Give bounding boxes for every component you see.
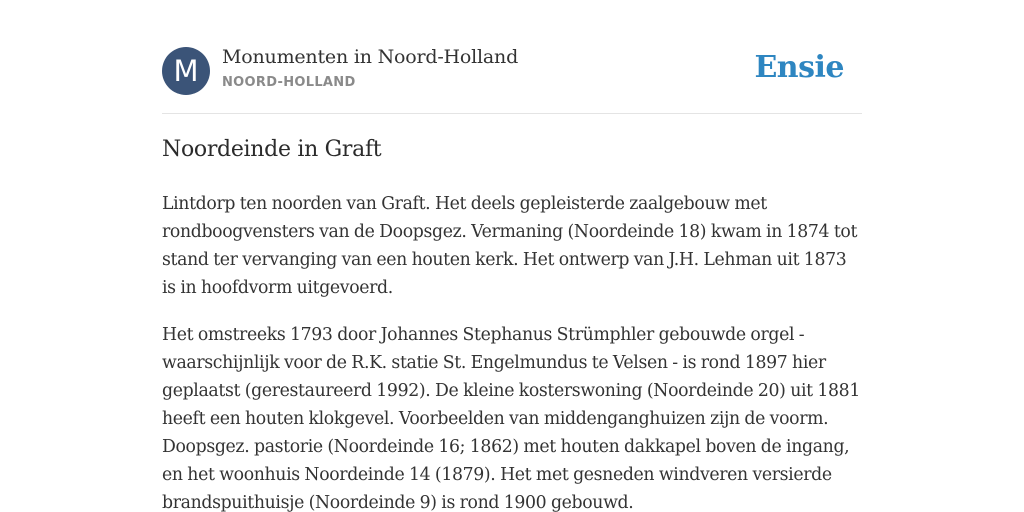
article-body <box>162 190 864 512</box>
header <box>162 46 862 96</box>
header-divider <box>162 113 862 114</box>
brand-logo[interactable]: Ensie <box>754 50 844 85</box>
article-title: Noordeinde in Graft <box>162 137 382 162</box>
site-title[interactable]: Monumenten in Noord-Holland <box>222 46 519 68</box>
article-paragraph: Het omstreeks 1793 door Johannes Stephanus Strümphler gebouwde orgel - waarschijnlijk voor de R.K. statie St. Engelmundus te Velsen - is rond 1897 hier geplaatst (gerestaureerd 1992). De kleine kosterswoning (Noordeinde 20) uit 1881 heeft een houten klokgevel. Voorbeelden van middenganghuizen zijn de voorm. Doopsgez. pastorie (Noordeinde 16; 1862) met houten dakkapel boven de ingang, en het woonhuis Noordeinde 14 (1879). Het met gesneden windveren versierde brandspuithuisje (Noordeinde 9) is rond 1900 gebouwd. <box>162 325 860 512</box>
avatar[interactable]: M <box>162 47 210 95</box>
article-paragraph: Lintdorp ten noorden van Graft. Het deels gepleisterde zaalgebouw met rondboogvensters van de Doopsgez. Vermaning (Noordeinde 18) kwam in 1874 tot stand ter vervanging van een houten kerk. Het ontwerp van J.H. Lehman uit 1873 is in hoofdvorm uitgevoerd. <box>162 194 858 298</box>
site-subtitle[interactable]: NOORD-HOLLAND <box>222 75 356 90</box>
